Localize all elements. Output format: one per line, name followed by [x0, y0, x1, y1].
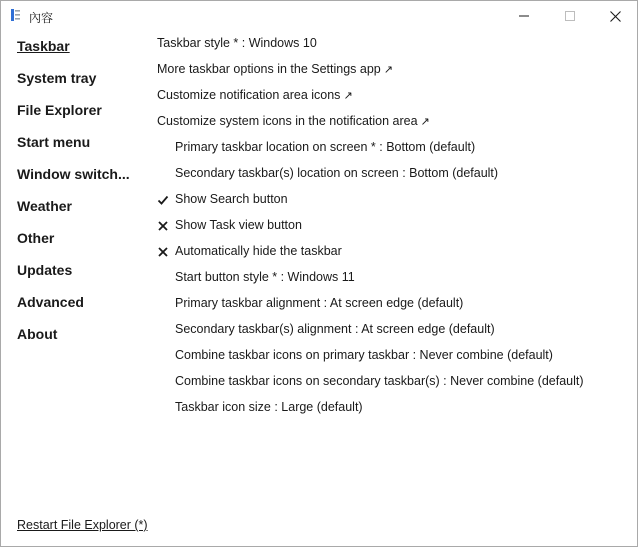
minimize-icon	[519, 11, 529, 21]
title-bar[interactable]	[1, 1, 637, 31]
sidebar-item-other[interactable]: Other	[17, 230, 55, 246]
close-icon	[610, 11, 621, 22]
maximize-icon	[565, 11, 575, 21]
combine-primary-option[interactable]: Combine taskbar icons on primary taskbar : Never combine (default)	[175, 348, 553, 362]
checkmark-icon	[157, 194, 169, 206]
primary-location-option[interactable]: Primary taskbar location on screen * : Bottom (default)	[175, 140, 476, 154]
more-taskbar-options-link[interactable]	[157, 62, 393, 76]
notification-icons-link[interactable]	[157, 88, 353, 102]
cross-icon	[157, 220, 169, 232]
sidebar-item-system-tray[interactable]: System tray	[17, 70, 97, 86]
minimize-button[interactable]	[501, 1, 547, 31]
sidebar-item-updates[interactable]: Updates	[17, 262, 73, 278]
close-button[interactable]	[592, 1, 638, 31]
icon-size-option[interactable]: Taskbar icon size : Large (default)	[175, 400, 363, 414]
notification-icons-label: Customize notification area icons	[157, 88, 341, 102]
show-taskview-toggle[interactable]: Show Task view button	[175, 218, 302, 232]
external-link-icon: ↗	[383, 64, 393, 76]
restart-explorer-link[interactable]: Restart File Explorer (*)	[17, 518, 148, 532]
primary-alignment-option[interactable]: Primary taskbar alignment : At screen edge (default)	[175, 296, 464, 310]
system-icons-label: Customize system icons in the notification area	[157, 114, 418, 128]
sidebar-item-about[interactable]: About	[17, 326, 58, 342]
maximize-button[interactable]	[547, 1, 593, 31]
secondary-location-option[interactable]: Secondary taskbar(s) location on screen : Bottom (default)	[175, 166, 499, 180]
system-icons-link[interactable]	[157, 114, 430, 128]
more-taskbar-options-label: More taskbar options in the Settings app	[157, 62, 381, 76]
sidebar-item-weather[interactable]: Weather	[17, 198, 72, 214]
explorer-patcher-icon	[10, 8, 22, 22]
external-link-icon: ↗	[420, 116, 430, 128]
sidebar-item-file-explorer[interactable]: File Explorer	[17, 102, 102, 118]
combine-secondary-option[interactable]: Combine taskbar icons on secondary taskbar(s) : Never combine (default)	[175, 374, 584, 388]
taskbar-style-option[interactable]: Taskbar style * : Windows 10	[157, 36, 317, 50]
cross-icon	[157, 246, 169, 258]
sidebar-item-taskbar[interactable]: Taskbar	[17, 38, 70, 54]
sidebar-item-start-menu[interactable]: Start menu	[17, 134, 91, 150]
sidebar-item-advanced[interactable]: Advanced	[17, 294, 84, 310]
sidebar-item-window-switcher[interactable]: Window switch...	[17, 166, 130, 182]
sidebar-nav	[1, 31, 151, 546]
auto-hide-toggle[interactable]: Automatically hide the taskbar	[175, 244, 342, 258]
start-button-style-option[interactable]: Start button style * : Windows 11	[175, 270, 355, 284]
external-link-icon: ↗	[343, 90, 353, 102]
show-search-toggle[interactable]: Show Search button	[175, 192, 288, 206]
secondary-alignment-option[interactable]: Secondary taskbar(s) alignment : At screen edge (default)	[175, 322, 495, 336]
window-title: 內容	[29, 11, 54, 25]
